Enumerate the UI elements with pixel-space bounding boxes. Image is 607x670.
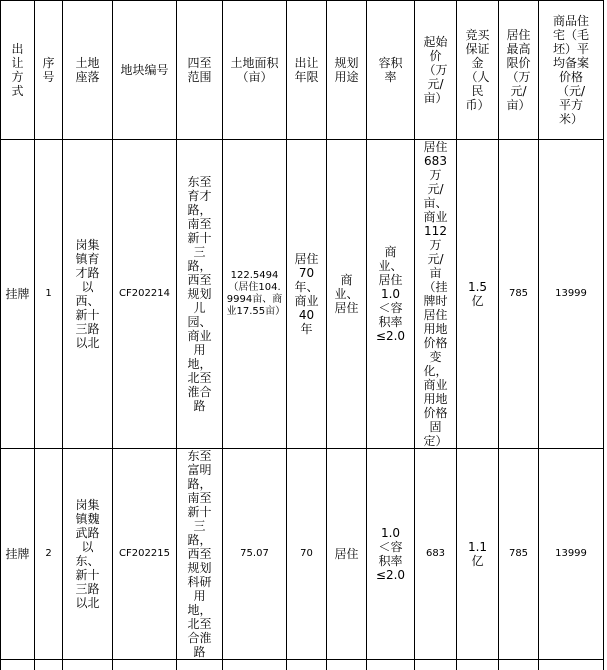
cell-term: 70 [287, 449, 327, 660]
cell-max-price: 785 [499, 449, 539, 660]
cell-house-price: 13999 [539, 449, 604, 660]
cell-plot-id: CF202214 [113, 140, 177, 449]
table-row [1, 449, 604, 660]
cell-method: 挂牌 [1, 140, 35, 449]
cell-deposit: 1.5亿 [457, 140, 499, 449]
cell-plot-id: CF202215 [113, 449, 177, 660]
cell-boundaries: 东至育才路，南至新十三路，西至规划儿园、商业用地，北至淮合路 [177, 140, 223, 449]
cell-area: 122.5494（居住104.9994亩、商业17.55亩） [223, 140, 287, 449]
cell-house-price: 13999 [539, 140, 604, 449]
cell-location: 岗集镇育才路以西、新十三路以北 [63, 140, 113, 449]
header-far: 容积率 [367, 1, 415, 140]
header-start-price: 起始价（万元/亩） [415, 1, 457, 140]
header-term: 出让年限 [287, 1, 327, 140]
header-plot-id: 地块编号 [113, 1, 177, 140]
header-max-price: 居住最高限价（万元/亩） [499, 1, 539, 140]
header-seq: 序号 [35, 1, 63, 140]
cell-deposit: 1.1亿 [457, 449, 499, 660]
header-area: 土地面积（亩） [223, 1, 287, 140]
cell-far: 商业、居住1.0＜容积率≤2.0 [367, 140, 415, 449]
cell-start-price: 683 [415, 449, 457, 660]
header-house-price: 商品住宅（毛坯）平均备案价格（元/平方米） [539, 1, 604, 140]
header-usage: 规划用途 [327, 1, 367, 140]
cell-far: 1.0＜容积率≤2.0 [367, 449, 415, 660]
header-method: 出让方式 [1, 1, 35, 140]
cell-max-price: 785 [499, 140, 539, 449]
header-deposit: 竞买保证金（人民币） [457, 1, 499, 140]
cell-method: 挂牌 [1, 449, 35, 660]
cell-seq: 1 [35, 140, 63, 449]
header-boundaries: 四至范围 [177, 1, 223, 140]
header-row [1, 1, 604, 140]
table-row-partial [1, 660, 604, 670]
cell-area: 75.07 [223, 449, 287, 660]
cell-term: 居住70年、商业40年 [287, 140, 327, 449]
cell-location: 岗集镇魏武路以东、新十三路以北 [63, 449, 113, 660]
cell-start-price: 居住683万元/亩、商业112万元/亩（挂牌时居住用地价格变化，商业用地价格固定） [415, 140, 457, 449]
cell-usage: 商业、居住 [327, 140, 367, 449]
cell-usage: 居住 [327, 449, 367, 660]
header-location: 土地座落 [63, 1, 113, 140]
table-row [1, 140, 604, 449]
cell-boundaries: 东至富明路，南至新十三路，西至规划科研用地，北至合淮路 [177, 449, 223, 660]
cell-seq: 2 [35, 449, 63, 660]
